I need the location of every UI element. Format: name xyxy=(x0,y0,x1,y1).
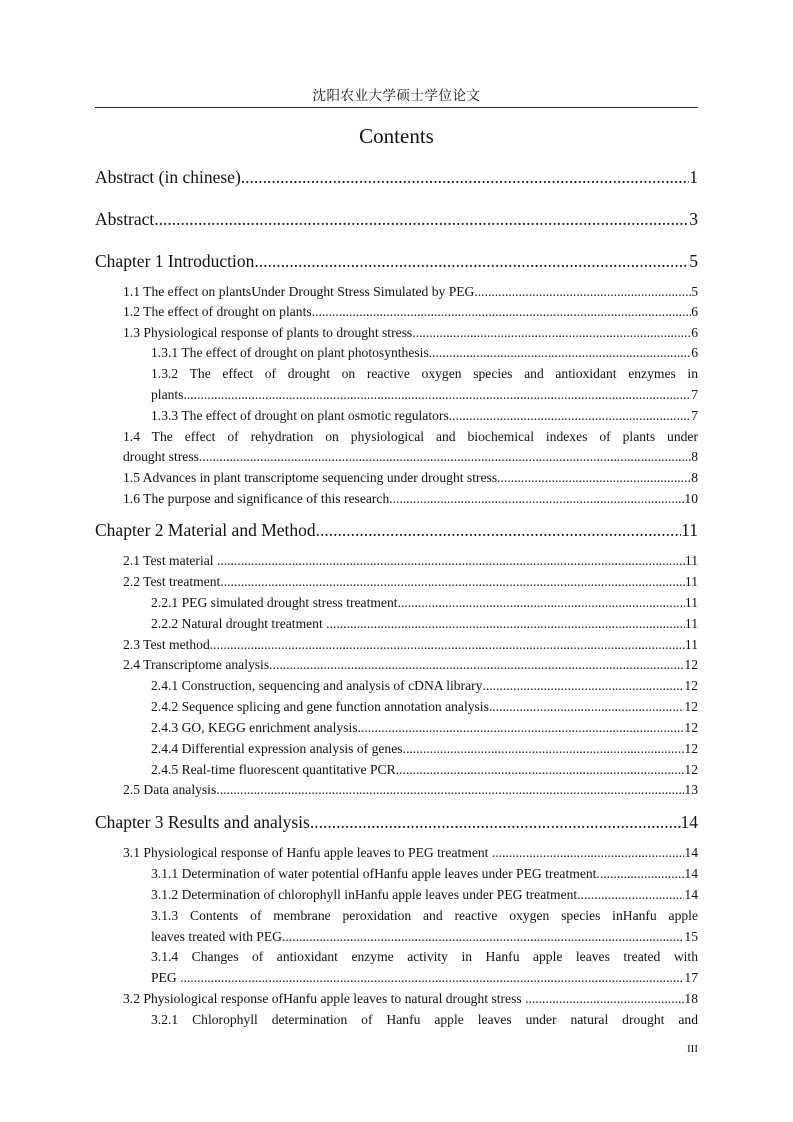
toc-leader xyxy=(241,166,689,188)
toc-entry-1-4[interactable] xyxy=(123,448,698,466)
running-header: 沈阳农业大学硕士学位论文 xyxy=(312,88,481,103)
toc-label: Chapter 2 Material and Method xyxy=(95,520,316,540)
toc-leader xyxy=(358,719,685,737)
toc-entry-2-4-3[interactable] xyxy=(151,719,698,737)
toc-leader xyxy=(312,303,692,321)
toc-entry-1-3[interactable] xyxy=(123,324,698,342)
toc-leader xyxy=(577,886,684,904)
toc-label: PEG xyxy=(151,970,181,985)
toc-entry-2-4-5[interactable] xyxy=(151,761,698,779)
toc-label: 2.4.3 GO, KEGG enrichment analysis xyxy=(151,720,358,735)
toc-leader xyxy=(199,448,691,466)
toc-label: 2.2.1 PEG simulated drought stress treatment xyxy=(151,595,398,610)
toc-leader xyxy=(396,761,685,779)
toc-page: 14 xyxy=(684,887,698,902)
toc-page: 5 xyxy=(689,251,698,271)
toc-entry-3-1-1[interactable] xyxy=(151,865,698,883)
toc-entry-chapter-2[interactable] xyxy=(95,519,698,541)
toc-page: 7 xyxy=(691,387,698,402)
toc-page: 12 xyxy=(684,762,698,777)
toc-label: 2.4.1 Construction, sequencing and analysis of cDNA library xyxy=(151,678,483,693)
toc-leader xyxy=(412,324,691,342)
toc-entry-1-3-2-line1[interactable]: 1.3.2 The effect of drought on reactive oxygen species and antioxidant enzymes in xyxy=(151,366,698,381)
toc-page: 17 xyxy=(684,970,698,985)
toc-page: 14 xyxy=(680,812,698,832)
toc-leader xyxy=(220,573,685,591)
toc-entry-abstract-cn[interactable] xyxy=(95,166,698,188)
toc-leader xyxy=(217,552,685,570)
toc-label: 2.3 Test method xyxy=(123,637,210,652)
toc-leader xyxy=(210,636,685,654)
toc-leader xyxy=(326,615,685,633)
toc-entry-chapter-3[interactable] xyxy=(95,811,698,833)
toc-page: 6 xyxy=(691,325,698,340)
toc-leader xyxy=(310,811,681,833)
toc-leader xyxy=(282,928,684,946)
toc-leader xyxy=(449,407,691,425)
toc-page: 12 xyxy=(684,741,698,756)
toc-page: 12 xyxy=(684,699,698,714)
toc-label: Chapter 3 Results and analysis xyxy=(95,812,310,832)
toc-entry-3-1-3[interactable] xyxy=(151,928,698,946)
toc-page: 8 xyxy=(691,449,698,464)
toc-entry-2-4[interactable] xyxy=(123,656,698,674)
toc-entry-3-1-2[interactable] xyxy=(151,886,698,904)
toc-page: 11 xyxy=(684,616,698,631)
toc-page: 13 xyxy=(684,782,698,797)
toc-page: 11 xyxy=(684,637,698,652)
toc-page: 11 xyxy=(684,595,698,610)
toc-leader xyxy=(474,283,691,301)
toc-leader xyxy=(254,250,689,272)
toc-page: 7 xyxy=(691,408,698,423)
toc-page: 11 xyxy=(681,520,698,540)
toc-label: 3.1.2 Determination of chlorophyll inHanfu apple leaves under PEG treatment xyxy=(151,887,578,902)
toc-label: 1.2 The effect of drought on plants xyxy=(123,304,312,319)
toc-entry-1-3-2[interactable] xyxy=(151,386,698,404)
toc-entry-2-5[interactable] xyxy=(123,781,698,799)
toc-label: drought stress xyxy=(123,449,199,464)
toc-leader xyxy=(596,865,684,883)
toc-leader xyxy=(403,740,685,758)
toc-entry-2-2[interactable] xyxy=(123,573,698,591)
table-of-contents xyxy=(95,0,698,1122)
toc-label: 2.4.2 Sequence splicing and gene function annotation analysis xyxy=(151,699,489,714)
toc-label: leaves treated with PEG xyxy=(151,929,282,944)
toc-label: 2.2.2 Natural drought treatment xyxy=(151,616,327,631)
toc-page: 3 xyxy=(689,209,698,229)
toc-page: 14 xyxy=(684,845,698,860)
toc-entry-3-1-4[interactable] xyxy=(151,969,698,987)
toc-label: Abstract (in chinese) xyxy=(95,167,241,187)
toc-entry-1-1[interactable] xyxy=(123,283,698,301)
toc-label: 2.5 Data analysis xyxy=(123,782,217,797)
toc-label: 3.1 Physiological response of Hanfu apple leaves to PEG treatment xyxy=(123,845,492,860)
toc-leader xyxy=(180,969,684,987)
toc-leader xyxy=(482,677,684,695)
toc-page: 12 xyxy=(684,657,698,672)
toc-leader xyxy=(492,844,685,862)
toc-label: 2.4.5 Real-time fluorescent quantitative PCR xyxy=(151,762,396,777)
toc-entry-2-4-4[interactable] xyxy=(151,740,698,758)
toc-label: 1.3.1 The effect of drought on plant photosynthesis xyxy=(151,345,429,360)
toc-page: 14 xyxy=(684,866,698,881)
toc-entry-2-2-1[interactable] xyxy=(151,594,698,612)
toc-label: 1.3 Physiological response of plants to drought stress xyxy=(123,325,413,340)
toc-leader xyxy=(183,386,691,404)
toc-page: 6 xyxy=(691,304,698,319)
page-title: Contents xyxy=(359,124,434,148)
toc-label: 2.1 Test material xyxy=(123,553,217,568)
toc-entry-2-2-2[interactable] xyxy=(151,615,698,633)
toc-label: 2.4.4 Differential expression analysis of genes xyxy=(151,741,403,756)
toc-entry-2-1[interactable] xyxy=(123,552,698,570)
toc-entry-2-4-2[interactable] xyxy=(151,698,698,716)
toc-label: 1.5 Advances in plant transcriptome sequencing under drought stress xyxy=(123,470,498,485)
toc-page: 11 xyxy=(684,574,698,589)
toc-leader xyxy=(429,344,691,362)
toc-page: 18 xyxy=(684,991,698,1006)
toc-label: plants xyxy=(151,387,184,402)
toc-page: 10 xyxy=(684,491,698,506)
toc-entry-2-3[interactable] xyxy=(123,636,698,654)
page-number: III xyxy=(687,1043,698,1055)
toc-entry-3-1-3-line1[interactable]: 3.1.3 Contents of membrane peroxidation and reactive oxygen species inHanfu apple xyxy=(151,908,698,923)
toc-label: 3.2 Physiological response ofHanfu apple leaves to natural drought stress xyxy=(123,991,526,1006)
toc-entry-3-2-1-line1[interactable]: 3.2.1 Chlorophyll determination of Hanfu apple leaves under natural drought and xyxy=(151,1012,698,1027)
toc-entry-1-5[interactable] xyxy=(123,469,698,487)
toc-entry-1-4-line1[interactable]: 1.4 The effect of rehydration on physiological and biochemical indexes of plants under xyxy=(123,429,698,444)
toc-leader xyxy=(489,698,685,716)
toc-page: 6 xyxy=(691,345,698,360)
toc-leader xyxy=(497,469,691,487)
toc-leader xyxy=(398,594,685,612)
toc-entry-1-6[interactable] xyxy=(123,490,698,508)
toc-entry-1-3-1[interactable] xyxy=(151,344,698,362)
toc-entry-1-3-3[interactable] xyxy=(151,407,698,425)
toc-page: 11 xyxy=(684,553,698,568)
toc-entry-3-1[interactable] xyxy=(123,844,698,862)
toc-leader xyxy=(316,519,682,541)
toc-entry-3-1-4-line1[interactable]: 3.1.4 Changes of antioxidant enzyme activity in Hanfu apple leaves treated with xyxy=(151,949,698,964)
toc-entry-chapter-1[interactable] xyxy=(95,250,698,272)
toc-page: 1 xyxy=(689,167,698,187)
toc-page: 8 xyxy=(691,470,698,485)
toc-label: 1.3.3 The effect of drought on plant osmotic regulators xyxy=(151,408,449,423)
toc-page: 5 xyxy=(691,284,698,299)
toc-label: 2.4 Transcriptome analysis xyxy=(123,657,270,672)
toc-label: 2.2 Test treatment xyxy=(123,574,221,589)
toc-leader xyxy=(525,990,684,1008)
toc-entry-3-2[interactable] xyxy=(123,990,698,1008)
toc-leader xyxy=(154,208,689,230)
toc-label: 1.6 The purpose and significance of this research xyxy=(123,491,390,506)
toc-page: 12 xyxy=(684,678,698,693)
toc-page: 15 xyxy=(684,929,698,944)
toc-entry-2-4-1[interactable] xyxy=(151,677,698,695)
toc-label: Chapter 1 Introduction xyxy=(95,251,255,271)
toc-page: 12 xyxy=(684,720,698,735)
toc-entry-abstract[interactable] xyxy=(95,208,698,230)
toc-leader xyxy=(389,490,684,508)
toc-leader xyxy=(216,781,684,799)
toc-leader xyxy=(269,656,684,674)
toc-label: 1.1 The effect on plantsUnder Drought Stress Simulated by PEG xyxy=(123,284,475,299)
toc-label: Abstract xyxy=(95,209,155,229)
toc-label: 3.1.1 Determination of water potential ofHanfu apple leaves under PEG treatment xyxy=(151,866,597,881)
toc-entry-1-2[interactable] xyxy=(123,303,698,321)
